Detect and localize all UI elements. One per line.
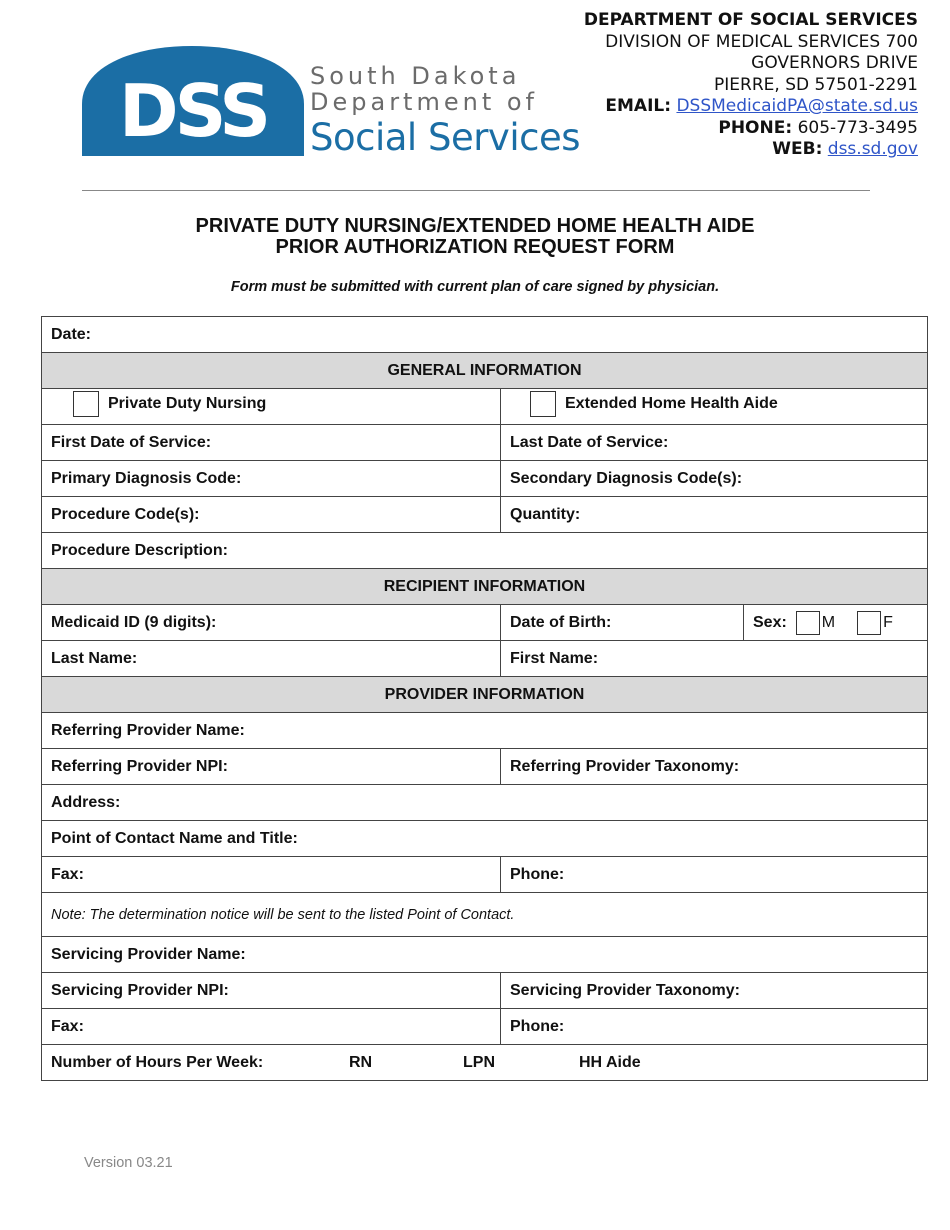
referring-provider-name-field[interactable]: Referring Provider Name: <box>42 713 928 749</box>
form-row <box>42 785 928 821</box>
point-of-contact-field[interactable]: Point of Contact Name and Title: <box>42 821 928 857</box>
extended-home-health-aide-option[interactable] <box>501 389 928 425</box>
header-divider <box>82 190 870 191</box>
private-duty-nursing-option[interactable] <box>42 389 501 425</box>
form-row <box>42 857 928 893</box>
section-provider-heading: PROVIDER INFORMATION <box>42 677 928 713</box>
form-row <box>42 713 928 749</box>
form-row <box>42 497 928 533</box>
sex-f-checkbox[interactable] <box>857 611 881 635</box>
sex-label: Sex: <box>753 613 787 631</box>
department-name: DEPARTMENT OF SOCIAL SERVICES <box>583 10 918 30</box>
form-row <box>42 461 928 497</box>
logo-agency-text: Social Services <box>310 116 580 159</box>
form-row <box>42 937 928 973</box>
form-row <box>42 317 928 353</box>
form-row <box>42 425 928 461</box>
secondary-diagnosis-field[interactable]: Secondary Diagnosis Code(s): <box>501 461 928 497</box>
form-row <box>42 353 928 389</box>
address-line-3: PIERRE, SD 57501-2291 <box>714 74 918 95</box>
form-row <box>42 893 928 937</box>
web-link[interactable]: dss.sd.gov <box>827 139 918 159</box>
first-name-field[interactable]: First Name: <box>501 641 928 677</box>
dss-logo-mark <box>82 46 304 156</box>
sex-m-checkbox[interactable] <box>796 611 820 635</box>
date-field[interactable]: Date: <box>42 317 928 353</box>
pdn-label: Private Duty Nursing <box>108 395 267 412</box>
medicaid-id-field[interactable]: Medicaid ID (9 digits): <box>42 605 501 641</box>
hours-rn-label: RN <box>349 1053 373 1071</box>
fax-field[interactable]: Fax: <box>42 857 501 893</box>
date-of-birth-field[interactable]: Date of Birth: <box>501 605 744 641</box>
ehha-label: Extended Home Health Aide <box>565 395 778 412</box>
email-link[interactable]: DSSMedicaidPA@state.sd.us <box>676 96 918 116</box>
hours-per-week-field[interactable] <box>42 1045 928 1081</box>
sex-m-label: M <box>821 613 836 631</box>
form-row <box>42 973 928 1009</box>
logo-state-text: South Dakota <box>310 62 521 90</box>
email-label: EMAIL: <box>605 96 672 116</box>
form-row <box>42 389 928 425</box>
dss-logo <box>82 46 602 161</box>
first-date-of-service-field[interactable]: First Date of Service: <box>42 425 501 461</box>
servicing-phone-field[interactable]: Phone: <box>501 1009 928 1045</box>
sex-field <box>744 605 928 641</box>
web-label: WEB: <box>772 139 823 159</box>
servicing-provider-taxonomy-field[interactable]: Servicing Provider Taxonomy: <box>501 973 928 1009</box>
pdn-checkbox[interactable] <box>73 391 99 417</box>
contact-block <box>584 10 918 161</box>
referring-provider-taxonomy-field[interactable]: Referring Provider Taxonomy: <box>501 749 928 785</box>
form-row <box>42 1009 928 1045</box>
primary-diagnosis-field[interactable]: Primary Diagnosis Code: <box>42 461 501 497</box>
servicing-provider-npi-field[interactable]: Servicing Provider NPI: <box>42 973 501 1009</box>
prior-auth-form <box>41 316 928 1081</box>
ehha-checkbox[interactable] <box>530 391 556 417</box>
form-row <box>42 533 928 569</box>
address-line-1: DIVISION OF MEDICAL SERVICES 700 <box>605 31 918 52</box>
form-row <box>42 1045 928 1081</box>
section-general-heading: GENERAL INFORMATION <box>42 353 928 389</box>
sex-f-label: F <box>883 613 893 631</box>
phone-field[interactable]: Phone: <box>501 857 928 893</box>
form-row <box>42 677 928 713</box>
web-row <box>584 139 918 161</box>
phone-row <box>584 118 918 140</box>
quantity-field[interactable]: Quantity: <box>501 497 928 533</box>
procedure-description-field[interactable]: Procedure Description: <box>42 533 928 569</box>
email-row <box>584 96 918 118</box>
form-row <box>42 641 928 677</box>
form-instructions: Form must be submitted with current plan of care signed by physician. <box>230 279 720 295</box>
form-row <box>42 605 928 641</box>
servicing-fax-field[interactable]: Fax: <box>42 1009 501 1045</box>
servicing-provider-name-field[interactable]: Servicing Provider Name: <box>42 937 928 973</box>
hours-label: Number of Hours Per Week: <box>51 1053 264 1071</box>
phone-value: 605-773-3495 <box>797 117 918 138</box>
dss-logo-letters: DSS <box>118 69 268 153</box>
hours-hh-aide-label: HH Aide <box>579 1053 641 1071</box>
form-row <box>42 749 928 785</box>
form-title-line-1: PRIVATE DUTY NURSING/EXTENDED HOME HEALTH AIDE <box>195 215 755 237</box>
section-recipient-heading: RECIPIENT INFORMATION <box>42 569 928 605</box>
version-label: Version 03.21 <box>84 1155 173 1171</box>
last-name-field[interactable]: Last Name: <box>42 641 501 677</box>
form-row <box>42 821 928 857</box>
procedure-codes-field[interactable]: Procedure Code(s): <box>42 497 501 533</box>
hours-lpn-label: LPN <box>463 1053 495 1071</box>
address-line-2: GOVERNORS DRIVE <box>751 53 918 73</box>
phone-label: PHONE: <box>718 117 793 138</box>
determination-note: Note: The determination notice will be sent to the listed Point of Contact. <box>42 893 928 937</box>
logo-dept-text: Department of <box>310 88 538 116</box>
address-field[interactable]: Address: <box>42 785 928 821</box>
form-title-line-2: PRIOR AUTHORIZATION REQUEST FORM <box>275 236 675 258</box>
referring-provider-npi-field[interactable]: Referring Provider NPI: <box>42 749 501 785</box>
form-row <box>42 569 928 605</box>
last-date-of-service-field[interactable]: Last Date of Service: <box>501 425 928 461</box>
